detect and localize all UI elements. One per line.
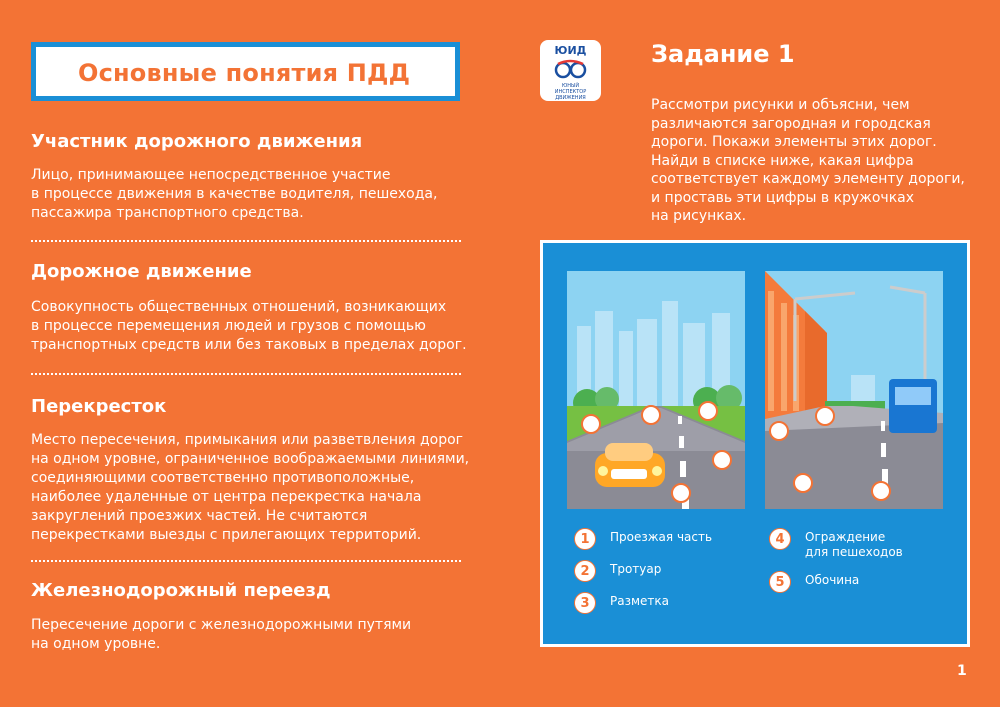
legend-number: 3: [574, 592, 596, 614]
divider: [31, 560, 461, 562]
legend-item-shoulder: [769, 571, 859, 593]
term-heading-traffic: Дорожное движение: [31, 261, 252, 282]
legend-label: Обочина: [805, 573, 860, 587]
illustration-panel: [540, 240, 970, 647]
legend-label: Разметка: [610, 594, 669, 608]
legend-number: 1: [574, 528, 596, 550]
term-text-traffic: Совокупность общественных отношений, возникающих в процессе перемещения людей и грузов с помощью транспортных средств или без таковых в пределах дорог.: [31, 299, 467, 353]
task-text: Рассмотри рисунки и объясни, чем различаются загородная и городская дороги. Покажи элементы этих дорог. Найди в списке ниже, какая цифра соответствует каждому элементу дороги, и проставь эти цифры в кружочках на рисунках.: [651, 97, 965, 224]
legend-item-sidewalk: [574, 560, 661, 582]
term-text-intersection: Место пересечения, примыкания или разветвления дорог на одном уровне, ограниченное воображаемыми линиями, соединяющими соответственно противоположные, наиболее удаленные от центра перекрестка начала закруглений проезжих частей. Не считаются перекрестками выезды с прилегающих территорий.: [31, 432, 470, 543]
task-title: Задание 1: [651, 40, 795, 68]
logo-abbreviation: ЮИД: [554, 44, 587, 57]
divider: [31, 373, 461, 375]
legend-item-fence: [769, 528, 903, 560]
legend-number: 4: [769, 528, 791, 550]
title-box: [31, 42, 460, 101]
legend-label: Тротуар: [610, 562, 662, 576]
term-text-railway: Пересечение дороги с железнодорожными путями на одном уровне.: [31, 617, 412, 652]
term-heading-intersection: Перекресток: [31, 396, 167, 417]
country-road-illustration: [567, 271, 745, 509]
term-heading-railway: Железнодорожный переезд: [31, 580, 331, 601]
city-road-illustration: [765, 271, 943, 509]
term-text-participant: Лицо, принимающее непосредственное участие в процессе движения в качестве водителя, пешехода, пассажира транспортного средства.: [31, 167, 438, 221]
yuid-logo: [540, 40, 601, 101]
page-title: Основные понятия ПДД: [78, 59, 411, 87]
legend-label: Проезжая часть: [610, 530, 713, 544]
page-number: 1: [957, 663, 967, 679]
legend-item-marking: [574, 592, 669, 614]
term-heading-participant: Участник дорожного движения: [31, 131, 363, 152]
logo-subtitle: ЮНЫЙ ИНСПЕКТОР ДВИЖЕНИЯ: [554, 83, 587, 101]
legend-number: 2: [574, 560, 596, 582]
legend-label: Ограждение для пешеходов: [805, 530, 903, 559]
divider: [31, 240, 461, 242]
legend-number: 5: [769, 571, 791, 593]
legend-item-roadway: [574, 528, 712, 550]
